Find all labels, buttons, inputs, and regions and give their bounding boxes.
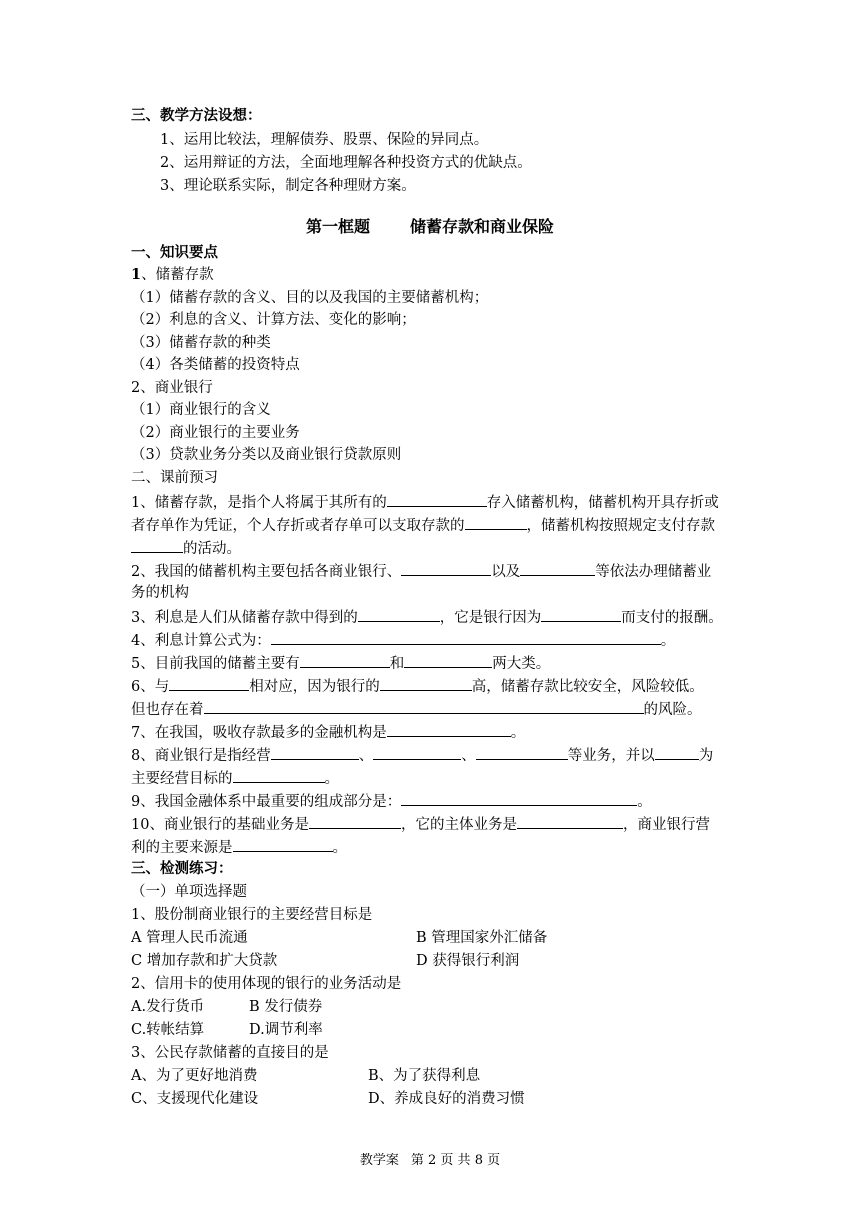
q8-text-a: 8、商业银行是指经营: [131, 748, 271, 764]
method-item-1: 1、运用比较法，理解债券、股票、保险的异同点。: [160, 132, 489, 148]
preview-q3: [131, 606, 723, 628]
q9-text-b: 。: [637, 794, 652, 810]
q2-text-a: 2、我国的储蓄机构主要包括各商业银行、: [131, 564, 402, 580]
knowledge-sub-2-1: （1）商业银行的含义: [131, 402, 271, 418]
fill-blank[interactable]: [169, 675, 249, 691]
method-item-2: 2、运用辩证的方法，全面地理解各种投资方式的优缺点。: [160, 155, 532, 171]
q5-text-b: 和: [389, 656, 405, 672]
fill-blank[interactable]: [204, 698, 644, 714]
q10-text-e: 。: [332, 840, 347, 856]
lesson-title-part2: 储蓄存款和商业保险: [410, 217, 555, 236]
method-item-3: 3、理论联系实际，制定各种理财方案。: [160, 178, 416, 194]
fill-blank[interactable]: [517, 813, 623, 829]
q3-text-a: 3、利息是人们从储蓄存款中得到的: [131, 610, 358, 626]
q1-text-a: 1、储蓄存款，是指个人将属于其所有的: [131, 495, 387, 511]
exercise-q3-option-a[interactable]: A、为了更好地消费: [131, 1068, 258, 1084]
exercise-q1-option-a[interactable]: A 管理人民币流通: [131, 930, 248, 946]
q7-text-a: 7、在我国，吸收存款最多的金融机构是: [131, 725, 387, 741]
q10-text-b: ，它的主体业务是: [400, 817, 517, 833]
preview-q9: [131, 790, 652, 812]
knowledge-sub-1-2: （2）利息的含义、计算方法、变化的影响；: [131, 312, 416, 328]
q8-text-e: 为: [698, 748, 714, 764]
exercise-q2-option-b[interactable]: B 发行债券: [249, 999, 323, 1015]
fill-blank[interactable]: [476, 744, 568, 760]
fill-blank[interactable]: [373, 744, 461, 760]
fill-blank[interactable]: [655, 744, 699, 760]
lesson-title-part1: 第一框题: [305, 217, 370, 236]
preview-heading: 二、课前预习: [131, 470, 218, 486]
q1-text-e: 的活动。: [183, 541, 241, 557]
fill-blank[interactable]: [358, 606, 440, 622]
exercise-heading: 三、检测练习：: [131, 860, 233, 877]
fill-blank[interactable]: [309, 813, 401, 829]
q7-text-b: 。: [510, 725, 526, 741]
preview-q7: [131, 721, 525, 743]
preview-q5: [131, 652, 550, 674]
q6-text-b: 相对应，因为银行的: [249, 679, 380, 695]
exercise-q2-option-a[interactable]: A.发行货币: [131, 999, 205, 1015]
fill-blank[interactable]: [465, 514, 527, 530]
fill-blank[interactable]: [541, 606, 621, 622]
q4-text-b: 。: [660, 633, 676, 649]
q8-text-g: 。: [324, 771, 339, 787]
preview-q1-line1: [131, 491, 719, 513]
preview-q6-line1: [131, 675, 704, 697]
exercise-q3-option-d[interactable]: D、养成良好的消费习惯: [368, 1091, 525, 1107]
knowledge-item-1: [131, 265, 214, 285]
exercise-subheading: （一）单项选择题: [131, 884, 247, 900]
fill-blank[interactable]: [401, 560, 491, 576]
q6-text-a: 6、与: [131, 679, 170, 695]
knowledge-item-2: 2、商业银行: [131, 380, 213, 396]
q1-text-c: 者存单作为凭证，个人存折或者存单可以支取存款的: [131, 518, 465, 534]
knowledge-sub-2-3: （3）贷款业务分类以及商业银行贷款原则: [131, 447, 402, 463]
knowledge-sub-1-1: （1）储蓄存款的含义、目的以及我国的主要储蓄机构；: [131, 290, 489, 306]
fill-blank[interactable]: [404, 652, 492, 668]
preview-q2-line1: [131, 560, 711, 582]
exercise-q3-option-c[interactable]: C、支援现代化建设: [131, 1091, 259, 1107]
preview-q1-line3: [131, 537, 241, 559]
q5-text-c: 两大类。: [492, 656, 551, 672]
fill-blank[interactable]: [380, 675, 472, 691]
lesson-title: [0, 216, 860, 238]
preview-q8-line2: [131, 767, 339, 789]
exercise-q1-option-d[interactable]: D 获得银行利润: [416, 953, 520, 969]
q1-text-d: ，储蓄机构按照规定支付存款: [526, 518, 715, 534]
preview-q1-line2: [131, 514, 715, 536]
q5-text-a: 5、目前我国的储蓄主要有: [131, 656, 300, 672]
q1-text-b: 存入储蓄机构，储蓄机构开具存折或: [486, 495, 719, 511]
preview-q10-line1: [131, 813, 710, 835]
fill-blank[interactable]: [271, 629, 661, 645]
q10-text-c: ，商业银行营: [622, 817, 710, 833]
exercise-q2-stem: 2、信用卡的使用体现的银行的业务活动是: [131, 976, 402, 992]
knowledge-heading: 一、知识要点: [131, 244, 218, 261]
footer-page-number: 第 2 页 共 8 页: [410, 1153, 501, 1168]
knowledge-sub-2-2: （2）商业银行的主要业务: [131, 425, 300, 441]
knowledge-item-1-text: 、储蓄存款: [141, 267, 214, 283]
q10-text-d: 利的主要来源是: [131, 840, 233, 856]
q6-text-e: 的风险。: [643, 702, 702, 718]
exercise-q3-option-b[interactable]: B、为了获得利息: [368, 1068, 481, 1084]
knowledge-sub-1-4: （4）各类储蓄的投资特点: [131, 357, 300, 373]
preview-q4: [131, 629, 675, 651]
footer-label: 教学案: [359, 1153, 399, 1168]
exercise-q2-option-d[interactable]: D.调节利率: [249, 1022, 323, 1038]
fill-blank[interactable]: [300, 652, 390, 668]
fill-blank[interactable]: [233, 836, 333, 852]
exercise-q1-option-c[interactable]: C 增加存款和扩大贷款: [131, 953, 278, 969]
page-footer: [0, 1152, 860, 1170]
knowledge-sub-1-3: （3）储蓄存款的种类: [131, 335, 271, 351]
q6-text-c: 高，储蓄存款比较安全，风险较低。: [471, 679, 704, 695]
q4-text-a: 4、利息计算公式为：: [131, 633, 271, 649]
exercise-q1-stem: 1、股份制商业银行的主要经营目标是: [131, 907, 373, 923]
q8-text-d: 等业务，并以: [567, 748, 655, 764]
method-heading: 三、教学方法设想：: [131, 107, 262, 124]
q8-text-c: 、: [461, 748, 476, 764]
preview-q10-line2: [131, 836, 347, 858]
fill-blank[interactable]: [131, 537, 183, 553]
q2-text-c: 等依法办理储蓄业: [595, 564, 712, 580]
q6-text-d: 但也存在着: [131, 702, 204, 718]
q8-text-b: 、: [358, 748, 374, 764]
fill-blank[interactable]: [387, 721, 511, 737]
exercise-q2-option-c[interactable]: C.转帐结算: [131, 1022, 205, 1038]
fill-blank[interactable]: [520, 560, 595, 576]
preview-q2-line2: 务的机构: [131, 585, 189, 601]
fill-blank[interactable]: [271, 744, 359, 760]
q8-text-f: 主要经营目标的: [131, 771, 233, 787]
q9-text-a: 9、我国金融体系中最重要的组成部分是：: [131, 794, 402, 810]
fill-blank[interactable]: [387, 491, 487, 507]
knowledge-item-1-number: 1: [131, 266, 142, 283]
q10-text-a: 10、商业银行的基础业务是: [131, 817, 309, 833]
preview-q6-line2: [131, 698, 702, 720]
exercise-q1-option-b[interactable]: B 管理国家外汇储备: [416, 930, 548, 946]
q3-text-b: ，它是银行因为: [439, 610, 542, 626]
fill-blank[interactable]: [401, 790, 637, 806]
exercise-q3-stem: 3、公民存款储蓄的直接目的是: [131, 1045, 329, 1061]
preview-q8-line1: [131, 744, 713, 766]
fill-blank[interactable]: [233, 767, 325, 783]
q3-text-c: 而支付的报酬。: [621, 610, 723, 626]
q2-text-b: 以及: [491, 564, 521, 580]
